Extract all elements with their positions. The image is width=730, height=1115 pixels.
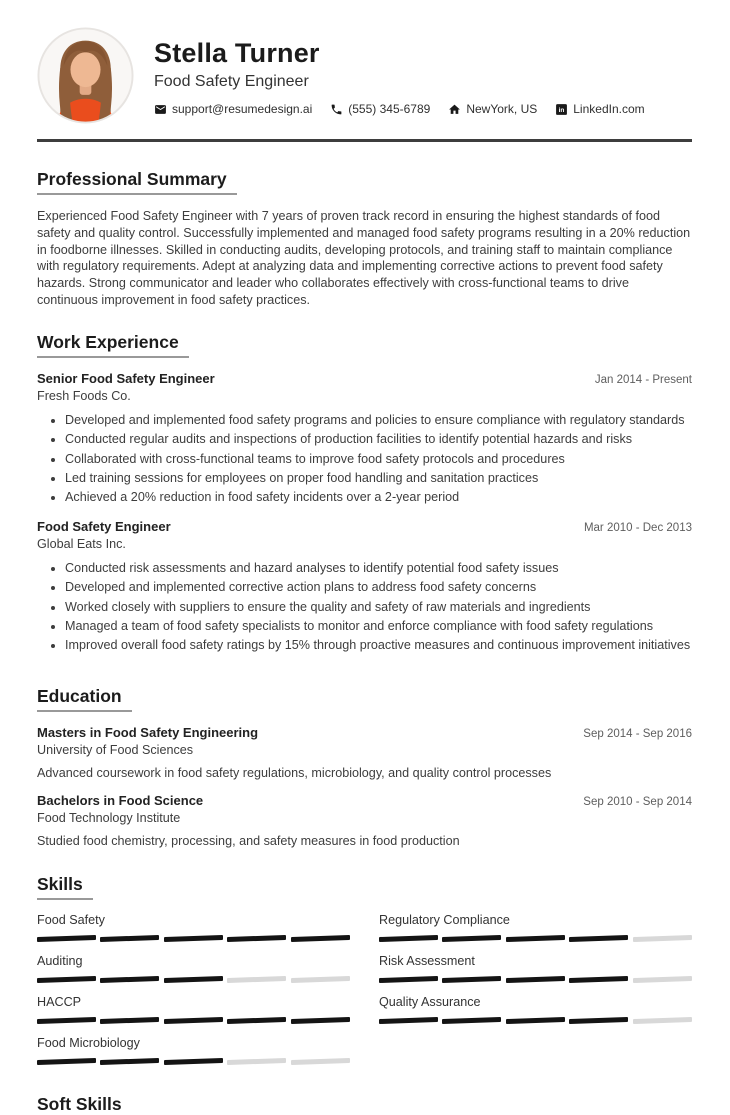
- skill-level-segment: [227, 935, 286, 942]
- home-icon: [448, 103, 461, 116]
- job-head: [37, 519, 692, 534]
- job-title: Senior Food Safety Engineer: [37, 370, 215, 386]
- education-entry: [37, 793, 692, 848]
- summary-text: Experienced Food Safety Engineer with 7 years of proven track record in ensuring the highest standards of food safety and quality control. Successfully implemented and managed food safety programs resulting in a 20% reduction in foodborne illnesses. Skilled in conducting audits, developing protocols, and training staff to maintain compliance with regulatory requirements. Adept at analyzing data and implementing corrective actions to prevent food safety hazards. Strong communicator and leader who collaborates effectively with cross-functional teams to drive continuous improvement in food safety practices.: [37, 209, 691, 307]
- skill-level-segment: [569, 976, 628, 983]
- contact-row: [154, 102, 645, 116]
- skill-level-segment: [442, 976, 501, 983]
- degree-description: Advanced coursework in food safety regulations, microbiology, and quality control processes: [37, 765, 552, 780]
- job-bullet: • Collaborated with cross-functional teams to improve food safety protocols and procedures: [65, 451, 692, 467]
- skill-level-segment: [379, 1017, 438, 1024]
- profile-photo-illustration: [37, 27, 134, 124]
- degree-head: [37, 725, 692, 740]
- skill-level-segment: [227, 1058, 286, 1065]
- skill-item: [37, 1036, 350, 1064]
- skill-level-segment: [164, 1058, 223, 1065]
- skill-name: HACCP: [37, 994, 82, 1009]
- section-professional-summary: [37, 169, 692, 309]
- skill-level-bar: [379, 1018, 692, 1023]
- skill-item: [37, 913, 350, 941]
- job-entry: [37, 519, 692, 654]
- skill-level-bar: [37, 977, 350, 982]
- soft-skills-heading: Soft Skills: [37, 1093, 122, 1114]
- job-bullet-list: [37, 412, 692, 506]
- degree-title: Masters in Food Safety Engineering: [37, 724, 259, 740]
- job-bullet: • Developed and implemented corrective action plans to address food safety concerns: [65, 579, 692, 595]
- skill-name: Quality Assurance: [379, 994, 481, 1009]
- skill-level-segment: [633, 935, 692, 942]
- skill-name: Risk Assessment: [379, 953, 475, 968]
- skill-level-segment: [379, 976, 438, 983]
- skill-item: [379, 954, 692, 982]
- skill-level-segment: [37, 935, 96, 942]
- job-company: Global Eats Inc.: [37, 536, 126, 551]
- skill-level-segment: [291, 1058, 350, 1065]
- skill-level-segment: [100, 935, 159, 942]
- skill-item: [37, 995, 350, 1023]
- job-dates: Mar 2010 - Dec 2013: [583, 521, 692, 534]
- job-dates: Jan 2014 - Present: [594, 373, 692, 386]
- svg-text:in: in: [558, 107, 565, 115]
- skill-level-segment: [569, 1017, 628, 1024]
- contact-linkedin-text: LinkedIn.com: [573, 102, 645, 117]
- job-bullet-list: [37, 560, 692, 654]
- skill-level-bar: [379, 977, 692, 982]
- skill-item: [379, 995, 692, 1023]
- job-bullet: • Worked closely with suppliers to ensure the quality and safety of raw materials and ingredients: [65, 599, 692, 615]
- job-bullet: • Developed and implemented food safety programs and policies to ensure compliance with regulatory standards: [65, 412, 692, 428]
- skill-level-segment: [100, 1058, 159, 1065]
- degree-school: Food Technology Institute: [37, 810, 181, 825]
- skill-level-segment: [633, 976, 692, 983]
- job-bullet: • Improved overall food safety ratings by 15% through proactive measures and continuous improvement initiatives: [65, 637, 692, 653]
- degree-head: [37, 793, 692, 808]
- person-job-title: Food Safety Engineer: [154, 73, 309, 91]
- skill-level-segment: [633, 1017, 692, 1024]
- section-education: [37, 686, 692, 848]
- skill-level-segment: [37, 1058, 96, 1065]
- skills-grid: [37, 900, 692, 1064]
- job-head: [37, 371, 692, 386]
- degree-dates: Sep 2010 - Sep 2014: [583, 795, 692, 808]
- degree-title: Bachelors in Food Science: [37, 792, 204, 808]
- skill-level-segment: [164, 1017, 223, 1024]
- section-skills: [37, 874, 692, 1064]
- skill-level-segment: [291, 976, 350, 983]
- skill-level-segment: [506, 1017, 565, 1024]
- profile-photo: [37, 27, 134, 124]
- person-name: Stella Turner: [154, 37, 320, 68]
- contact-phone-text: (555) 345-6789: [348, 102, 431, 117]
- summary-heading: Professional Summary: [37, 169, 237, 195]
- contact-location-text: NewYork, US: [466, 102, 538, 117]
- skill-level-bar: [37, 1018, 350, 1023]
- job-bullet: • Managed a team of food safety specialists to monitor and enforce compliance with food safety regulations: [65, 618, 692, 634]
- header: [37, 0, 692, 124]
- skill-name: Food Microbiology: [37, 1035, 140, 1050]
- contact-phone: [330, 102, 430, 116]
- skill-level-segment: [37, 1017, 96, 1024]
- skill-level-bar: [37, 1059, 350, 1064]
- skill-level-segment: [227, 976, 286, 983]
- job-company: Fresh Foods Co.: [37, 388, 131, 403]
- section-soft-skills: [37, 1094, 692, 1115]
- skill-item: [37, 954, 350, 982]
- skill-level-segment: [506, 935, 565, 942]
- contact-email-text: support@resumedesign.ai: [172, 102, 313, 117]
- email-icon: [154, 103, 167, 116]
- experience-heading: Work Experience: [37, 332, 189, 358]
- skill-level-segment: [506, 976, 565, 983]
- job-entry: [37, 371, 692, 506]
- skill-level-bar: [37, 936, 350, 941]
- skill-name: Auditing: [37, 953, 83, 968]
- skill-level-segment: [164, 976, 223, 983]
- skill-level-segment: [442, 935, 501, 942]
- skill-name: Food Safety: [37, 912, 105, 927]
- skill-item: [379, 913, 692, 941]
- skill-level-segment: [164, 935, 223, 942]
- skill-level-segment: [37, 976, 96, 983]
- job-bullet: • Conducted risk assessments and hazard analyses to identify potential food safety issues: [65, 560, 692, 576]
- skill-level-segment: [379, 935, 438, 942]
- education-heading: Education: [37, 686, 132, 712]
- contact-linkedin[interactable]: [555, 102, 644, 116]
- skill-name: Regulatory Compliance: [379, 912, 510, 927]
- skill-level-segment: [291, 1017, 350, 1024]
- job-bullet: • Achieved a 20% reduction in food safety incidents over a 2-year period: [65, 489, 692, 505]
- degree-school: University of Food Sciences: [37, 742, 194, 757]
- skill-level-segment: [442, 1017, 501, 1024]
- job-bullet: • Led training sessions for employees on proper food handling and sanitation practices: [65, 470, 692, 486]
- degree-dates: Sep 2014 - Sep 2016: [583, 727, 692, 740]
- skill-level-bar: [379, 936, 692, 941]
- skills-heading: Skills: [37, 874, 93, 900]
- linkedin-icon: [555, 103, 568, 116]
- job-title: Food Safety Engineer: [37, 518, 171, 534]
- skill-level-segment: [227, 1017, 286, 1024]
- identity-block: [154, 35, 645, 117]
- skill-level-segment: [100, 1017, 159, 1024]
- section-work-experience: [37, 332, 692, 654]
- degree-description: Studied food chemistry, processing, and safety measures in food production: [37, 833, 460, 848]
- education-entry: [37, 725, 692, 780]
- skill-level-segment: [569, 935, 628, 942]
- skill-level-segment: [100, 976, 159, 983]
- phone-icon: [330, 103, 343, 116]
- contact-location: [448, 102, 537, 116]
- skill-level-segment: [291, 935, 350, 942]
- job-bullet: • Conducted regular audits and inspections of production facilities to identify potential hazards and risks: [65, 431, 692, 447]
- contact-email[interactable]: [154, 102, 312, 116]
- header-divider: [37, 139, 692, 142]
